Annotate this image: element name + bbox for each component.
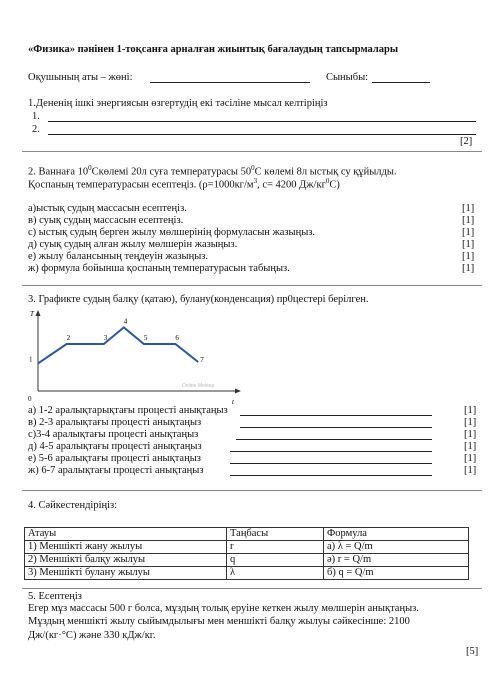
- q2-item-f: ж) формула бойынша қоспаның температурасын табыңыз.: [28, 263, 290, 274]
- q3-item-a-marks: [1]: [464, 405, 477, 416]
- q1-item-1-number: 1.: [32, 111, 40, 122]
- q3-item-d-marks: [1]: [464, 441, 477, 452]
- q2-item-a: а)ыстық судың массасын есептеңіз.: [28, 203, 187, 214]
- q2-item-a-marks: [1]: [462, 203, 475, 214]
- table-header-cell: Формула: [324, 528, 469, 541]
- q3-item-f: ж) 6-7 аралықтағы процесті анықтаңыз: [28, 465, 204, 476]
- table-row: [25, 541, 469, 554]
- point-label: 2: [66, 334, 71, 342]
- q3-item-e: е) 5-6 аралықтағы процесті анықтаңыз: [28, 453, 201, 464]
- point-label: 4: [123, 317, 128, 326]
- q3-item-b: в) 2-3 аралықтағы процесті анықтаңыз: [28, 417, 202, 428]
- y-axis-label: T: [30, 310, 34, 318]
- q3-item-c: с)3-4 аралықтағы процесті анықтаңыз: [28, 429, 199, 440]
- point-label: 1: [29, 355, 33, 364]
- point-label: 6: [175, 334, 179, 342]
- q1-item-2-number: 2.: [32, 124, 40, 135]
- page-title: «Физика» пәнінен 1-тоқсанға арналған жиынтық бағалаудың тапсырмалары: [28, 44, 399, 55]
- q4-text: 4. Сәйкестендіріңіз:: [28, 500, 118, 511]
- q2-item-c-marks: [1]: [462, 227, 475, 238]
- table-cell: 2) Меншікті балқу жылуы: [25, 554, 227, 567]
- q3-answer-b[interactable]: [240, 427, 432, 428]
- table-cell: λ: [227, 567, 324, 580]
- q1-marks: [2]: [460, 136, 473, 147]
- q5-text-line-3: Дж/(кг·°С) және 330 кДж/кг.: [28, 630, 156, 641]
- q3-answer-d[interactable]: [230, 451, 432, 452]
- class-field[interactable]: [372, 82, 430, 83]
- q3-item-c-marks: [1]: [464, 429, 477, 440]
- table-cell: ә) r = Q/m: [324, 554, 469, 567]
- class-label: Сыныбы:: [326, 72, 369, 83]
- q3-item-b-marks: [1]: [464, 417, 477, 428]
- q3-answer-a[interactable]: [240, 415, 432, 416]
- q5-heading: 5. Есептеңіз: [28, 591, 82, 602]
- q2-item-b: в) суық судың массасын есептеңіз.: [28, 215, 184, 226]
- q1-text: 1.Дененің ішкі энергиясын өзгертудің екі тәсіліне мысал келтіріңіз: [28, 98, 328, 109]
- q2-text-line-2: Қоспаның температурасын есептеңіз. ($\rho=1000кг/м^3$, c= 4200 $Дж/кг^0С$): [28, 177, 340, 191]
- table-header-cell: Атауы: [25, 528, 227, 541]
- x-axis-arrow: [235, 389, 241, 394]
- q3-item-e-marks: [1]: [464, 453, 477, 464]
- q2-item-d-marks: [1]: [462, 239, 475, 250]
- point-labels: [29, 317, 204, 364]
- table-cell: q: [227, 554, 324, 567]
- table-header-row: [25, 528, 469, 541]
- section-divider: [22, 588, 482, 589]
- q1-answer-line-2[interactable]: [48, 134, 476, 135]
- table-cell: б) q = Q/m: [324, 567, 469, 580]
- table-header-cell: Таңбасы: [227, 528, 324, 541]
- q1-answer-line-1[interactable]: [48, 121, 476, 122]
- heating-cooling-graph: [24, 307, 246, 407]
- q3-item-d: д) 4-5 аралықтағы процесті анықтаңыз: [28, 441, 202, 452]
- table-row: [25, 567, 469, 580]
- point-label: 3: [103, 334, 108, 342]
- point-label: 5: [143, 334, 148, 342]
- q2-item-c: с) ыстық судың берген жылу мөлшерінің формуласын жазыңыз.: [28, 227, 316, 238]
- point-label: 7: [200, 356, 204, 364]
- watermark: Online Mektep: [182, 383, 215, 389]
- q2-text-line-1: 2. Ваннаға $10^0Скөлемі$ 20л суға температурасы $50^0С$ көлемі 8л ыстық су құйылды.: [28, 164, 397, 178]
- y-axis-arrow: [36, 310, 41, 316]
- q3-answer-e[interactable]: [230, 463, 432, 464]
- q3-answer-f[interactable]: [230, 475, 432, 476]
- q5-marks: [5]: [466, 646, 479, 657]
- q3-text: 3. Графикте судың балқу (қатаю), булану(конденсация) пр0цестері берілген.: [28, 294, 369, 305]
- q3-item-a: а) 1-2 аралықтарықтағы процесті анықтаңыз: [28, 405, 228, 416]
- q3-answer-c[interactable]: [236, 439, 432, 440]
- q2-item-b-marks: [1]: [462, 215, 475, 226]
- q5-text-line-2: Мұздың меншікті жылу сыйымдылығы мен меншікті балқу жылуы сәйкесінше: 2100: [28, 616, 410, 627]
- q2-item-e: е) жылу балансының теңдеуін жазыңыз.: [28, 251, 209, 262]
- student-name-field[interactable]: [150, 82, 310, 83]
- table-cell: 1) Меншікті жану жылуы: [25, 541, 227, 554]
- q5-text-line-1: Егер мұз массасы 500 г болса, мұздың толық еруіне кеткен жылу мөлшерін анықтаңыз.: [28, 603, 419, 614]
- q2-item-d: д) суық судың алған жылу мөлшерін жазыңыз.: [28, 239, 238, 250]
- q3-item-f-marks: [1]: [464, 465, 477, 476]
- table-cell: 3) Меншікті булану жылуы: [25, 567, 227, 580]
- section-divider: [22, 151, 482, 152]
- table-cell: r: [227, 541, 324, 554]
- graph-line: [38, 327, 198, 363]
- section-divider: [22, 490, 482, 491]
- table-cell: а) λ = Q/m: [324, 541, 469, 554]
- origin-label: 0: [28, 395, 32, 403]
- student-name-label: Оқушының аты – жөні:: [28, 72, 133, 83]
- x-axis-label: t: [232, 398, 234, 406]
- table-row: [25, 554, 469, 567]
- matching-table: [24, 527, 469, 580]
- section-divider: [22, 285, 482, 286]
- q2-item-e-marks: [1]: [462, 251, 475, 262]
- q2-item-f-marks: [1]: [462, 263, 475, 274]
